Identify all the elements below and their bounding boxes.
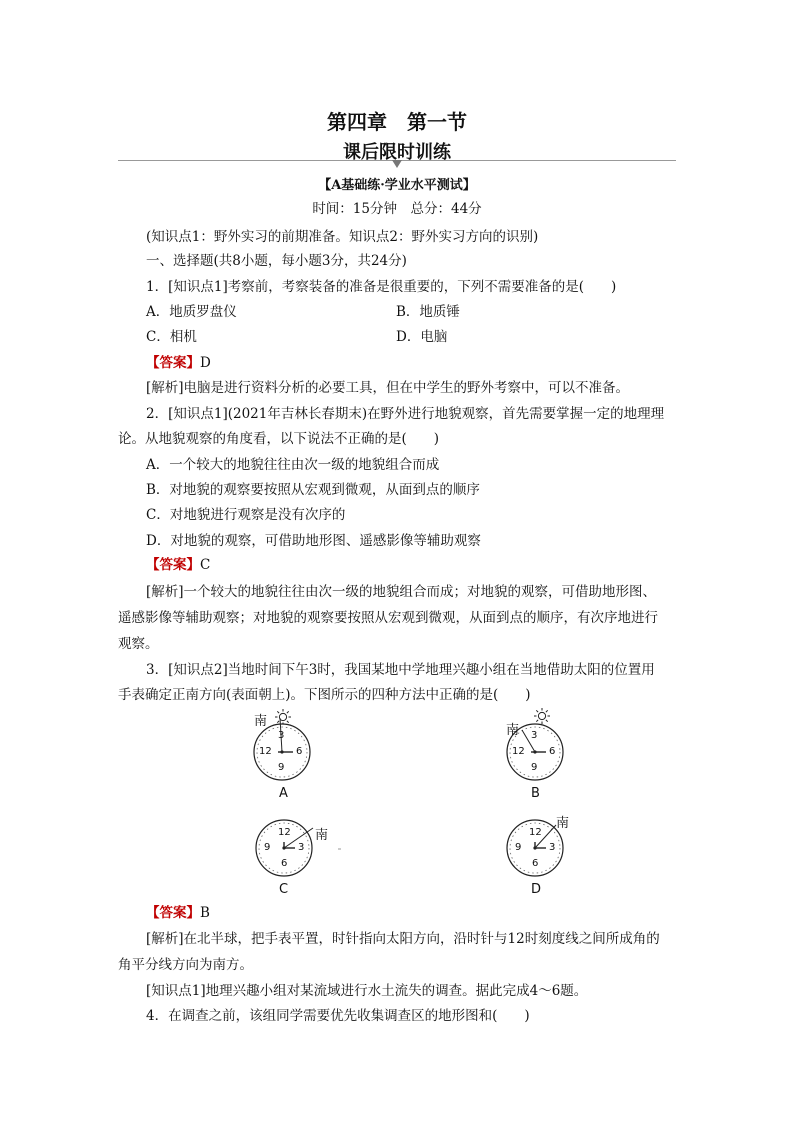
section-heading: 【A基础练·学业水平测试】 [318, 178, 476, 193]
q2-stem-line2: 论。从地貌观察的角度看，以下说法不正确的是( ) [118, 431, 440, 447]
q3-stem-line2: 手表确定正南方向(表面朝上)。下图所示的四种方法中正确的是( ) [118, 687, 531, 703]
option-label-c: C [279, 882, 289, 897]
q2-analysis-line3: 观察。 [118, 636, 159, 652]
option-label-a: A [279, 786, 288, 801]
south-label: 南 [506, 723, 520, 738]
sun-icon [275, 709, 291, 725]
option-label-b: B [531, 786, 540, 801]
q3-analysis-line2: 角平分线方向为南方。 [118, 957, 253, 973]
q1-stem: 1．[知识点1]考察前，考察装备的准备是很重要的，下列不需要准备的是( ) [146, 279, 617, 295]
numeral-12: 12 [512, 746, 525, 757]
numeral-6: 6 [296, 746, 303, 757]
part-heading: 一、选择题(共8小题，每小题3分，共24分) [146, 253, 407, 269]
numeral-6: 6 [281, 858, 288, 869]
numeral-12: 12 [529, 827, 542, 838]
q1-answer-value: D [200, 355, 211, 371]
chapter-title: 第四章 第一节 [327, 110, 467, 134]
q1-answer [146, 355, 211, 372]
south-label: 南 [556, 816, 570, 831]
numeral-9: 9 [278, 762, 285, 773]
q1-option-a: A．地质罗盘仪 [146, 304, 237, 320]
q2-option-c: C．对地貌进行观察是没有次序的 [146, 507, 346, 523]
q2-option-b: B．对地貌的观察要按照从宏观到微观，从面到点的顺序 [146, 482, 480, 498]
answer-label: 【答案】 [146, 905, 200, 921]
numeral-3: 3 [531, 730, 538, 741]
numeral-9: 9 [531, 762, 538, 773]
q1-analysis: [解析]电脑是进行资料分析的必要工具，但在中学生的野外考察中，可以不准备。 [146, 380, 630, 396]
q2-answer [146, 557, 210, 574]
q1-option-b: B．地质锤 [396, 304, 460, 320]
page-subtitle: 课后限时训练 [343, 142, 451, 163]
q2-option-a: A．一个较大的地貌往往由次一级的地貌组合而成 [146, 457, 440, 473]
q3-clock-figure [200, 702, 600, 907]
numeral-6: 6 [532, 858, 539, 869]
divider-triangle-icon [392, 160, 402, 168]
numeral-9: 9 [264, 842, 271, 853]
q2-analysis-line2: 遥感影像等辅助观察；对地貌的观察要按照从宏观到微观，从面到点的顺序，有次序地进行 [118, 610, 658, 626]
q2-stem-line1: 2．[知识点1](2021年吉林长春期末)在野外进行地貌观察，首先需要掌握一定的地理理 [146, 406, 665, 422]
q3-answer-value: B [200, 905, 210, 921]
q1-option-c: C．相机 [146, 329, 197, 345]
q3-stem-line1: 3．[知识点2]当地时间下午3时，我国某地中学地理兴趣小组在当地借助太阳的位置用 [146, 662, 655, 678]
answer-label: 【答案】 [146, 557, 200, 573]
numeral-12: 12 [278, 827, 291, 838]
time-info: 时间：15分钟 总分：44分 [312, 201, 482, 217]
numeral-3: 3 [278, 730, 285, 741]
q2-option-d: D．对地貌的观察，可借助地形图、遥感影像等辅助观察 [146, 533, 481, 549]
knowledge-note: (知识点1：野外实习的前期准备。知识点2：野外实习方向的识别) [146, 229, 539, 245]
q2-answer-value: C [200, 557, 211, 573]
south-label: 南 [315, 828, 329, 843]
q3-answer [146, 905, 210, 922]
numeral-3: 3 [549, 842, 556, 853]
q4-stem: 4．在调查之前，该组同学需要优先收集调查区的地形图和( ) [146, 1008, 530, 1024]
south-label: 南 [254, 714, 268, 729]
q2-analysis-line1: [解析]一个较大的地貌往往由次一级的地貌组合而成；对地貌的观察，可借助地形图、 [146, 584, 657, 600]
option-label-d: D [531, 882, 542, 897]
numeral-3: 3 [298, 842, 305, 853]
q1-option-d: D．电脑 [396, 329, 448, 345]
answer-label: 【答案】 [146, 355, 200, 371]
sun-icon [534, 708, 550, 724]
q3-analysis-line1: [解析]在北半球，把手表平置，时针指向太阳方向，沿时针与12时刻度线之间所成角的 [146, 931, 660, 947]
numeral-9: 9 [515, 842, 522, 853]
group-note: [知识点1]地理兴趣小组对某流域进行水土流失的调查。据此完成4～6题。 [146, 983, 588, 999]
numeral-6: 6 [549, 746, 556, 757]
numeral-12: 12 [259, 746, 272, 757]
